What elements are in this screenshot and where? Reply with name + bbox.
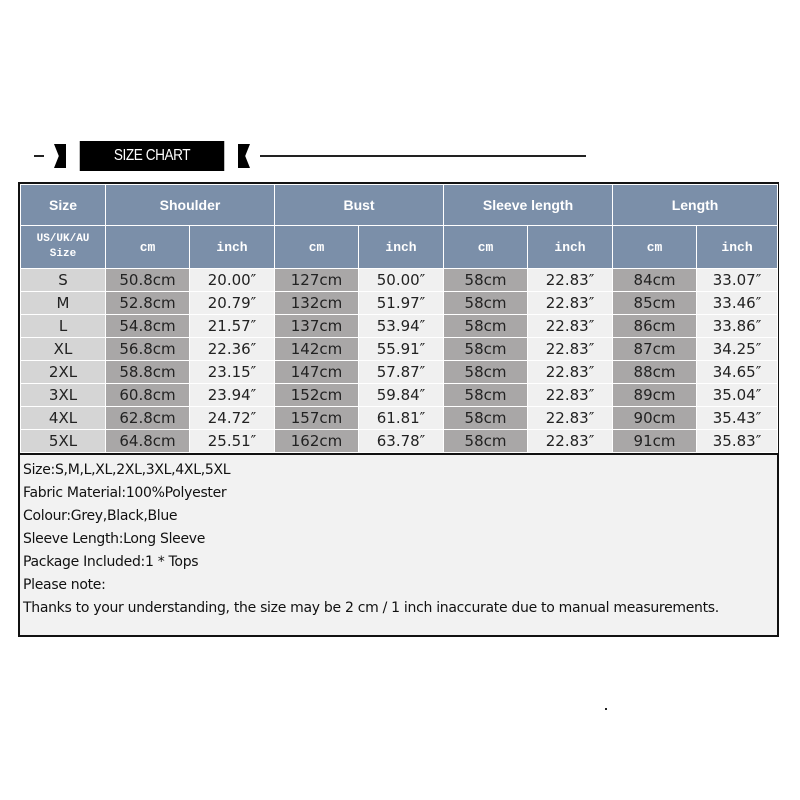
cell-bust-cm: 157cm	[275, 407, 359, 430]
note-disclaimer: Thanks to your understanding, the size may be 2 cm / 1 inch inaccurate due to manual measurements.	[23, 600, 719, 616]
cell-sleeve-cm: 58cm	[444, 361, 528, 384]
size-chart-banner	[0, 138, 800, 174]
cell-shoulder-inch: 22.36″	[190, 338, 275, 361]
group-header-row	[21, 185, 778, 226]
cell-length-cm: 90cm	[613, 407, 697, 430]
cell-length-inch: 35.43″	[697, 407, 778, 430]
note-colour: Colour:Grey,Black,Blue	[23, 508, 178, 524]
cell-shoulder-cm: 64.8cm	[106, 430, 190, 453]
cell-bust-cm: 137cm	[275, 315, 359, 338]
cell-size: 4XL	[21, 407, 106, 430]
cell-length-inch: 35.04″	[697, 384, 778, 407]
unit-bust-inch: inch	[359, 226, 444, 269]
ribbon-right-tail	[238, 144, 250, 168]
cell-length-inch: 33.07″	[697, 269, 778, 292]
table-row	[21, 407, 778, 430]
cell-sleeve-inch: 22.83″	[528, 269, 613, 292]
cell-length-cm: 87cm	[613, 338, 697, 361]
banner-title: SIZE CHART	[80, 141, 225, 171]
unit-shoulder-cm: cm	[106, 226, 190, 269]
cell-sleeve-cm: 58cm	[444, 315, 528, 338]
banner-rule	[260, 155, 586, 157]
cell-length-inch: 34.65″	[697, 361, 778, 384]
cell-shoulder-inch: 20.00″	[190, 269, 275, 292]
cell-sleeve-cm: 58cm	[444, 338, 528, 361]
cell-size: S	[21, 269, 106, 292]
cell-bust-cm: 162cm	[275, 430, 359, 453]
cell-length-inch: 33.86″	[697, 315, 778, 338]
cell-size: 5XL	[21, 430, 106, 453]
cell-shoulder-cm: 52.8cm	[106, 292, 190, 315]
header-sleeve-length: Sleeve length	[444, 185, 613, 226]
unit-header-row	[21, 226, 778, 269]
cell-bust-inch: 53.94″	[359, 315, 444, 338]
cell-length-cm: 91cm	[613, 430, 697, 453]
cell-length-cm: 88cm	[613, 361, 697, 384]
stray-dot	[605, 708, 607, 710]
header-shoulder: Shoulder	[106, 185, 275, 226]
cell-sleeve-inch: 22.83″	[528, 361, 613, 384]
cell-bust-inch: 57.87″	[359, 361, 444, 384]
ribbon-left-tail	[54, 144, 66, 168]
cell-shoulder-cm: 50.8cm	[106, 269, 190, 292]
size-chart-sheet	[18, 182, 779, 637]
cell-bust-cm: 142cm	[275, 338, 359, 361]
table-row	[21, 292, 778, 315]
unit-shoulder-inch: inch	[190, 226, 275, 269]
cell-bust-inch: 51.97″	[359, 292, 444, 315]
cell-sleeve-inch: 22.83″	[528, 315, 613, 338]
cell-sleeve-cm: 58cm	[444, 407, 528, 430]
banner-left-dash	[34, 155, 44, 157]
cell-bust-inch: 61.81″	[359, 407, 444, 430]
table-row	[21, 338, 778, 361]
cell-length-cm: 86cm	[613, 315, 697, 338]
cell-bust-inch: 55.91″	[359, 338, 444, 361]
cell-sleeve-cm: 58cm	[444, 430, 528, 453]
note-fabric: Fabric Material:100%Polyester	[23, 485, 227, 501]
cell-shoulder-inch: 23.94″	[190, 384, 275, 407]
cell-shoulder-cm: 54.8cm	[106, 315, 190, 338]
cell-length-inch: 35.83″	[697, 430, 778, 453]
note-sleeve-length: Sleeve Length:Long Sleeve	[23, 531, 206, 547]
size-label: Size	[49, 248, 77, 260]
header-size-region	[21, 226, 106, 269]
cell-sleeve-inch: 22.83″	[528, 384, 613, 407]
cell-shoulder-inch: 21.57″	[190, 315, 275, 338]
cell-sleeve-cm: 58cm	[444, 292, 528, 315]
cell-size: 3XL	[21, 384, 106, 407]
product-notes	[20, 455, 777, 624]
cell-shoulder-inch: 24.72″	[190, 407, 275, 430]
table-row	[21, 361, 778, 384]
unit-sleeve-inch: inch	[528, 226, 613, 269]
cell-length-cm: 89cm	[613, 384, 697, 407]
table-row	[21, 269, 778, 292]
header-bust: Bust	[275, 185, 444, 226]
cell-sleeve-cm: 58cm	[444, 384, 528, 407]
cell-shoulder-inch: 25.51″	[190, 430, 275, 453]
header-length: Length	[613, 185, 778, 226]
banner-ribbon	[54, 141, 250, 171]
cell-bust-cm: 147cm	[275, 361, 359, 384]
unit-bust-cm: cm	[275, 226, 359, 269]
table-row	[21, 384, 778, 407]
unit-sleeve-cm: cm	[444, 226, 528, 269]
table-row	[21, 315, 778, 338]
cell-size: XL	[21, 338, 106, 361]
cell-size: 2XL	[21, 361, 106, 384]
cell-sleeve-inch: 22.83″	[528, 292, 613, 315]
cell-sleeve-cm: 58cm	[444, 269, 528, 292]
cell-length-cm: 84cm	[613, 269, 697, 292]
cell-bust-cm: 152cm	[275, 384, 359, 407]
cell-sleeve-inch: 22.83″	[528, 338, 613, 361]
cell-bust-inch: 59.84″	[359, 384, 444, 407]
cell-bust-cm: 127cm	[275, 269, 359, 292]
size-region-label: US/UK/AU	[36, 233, 90, 245]
cell-size: M	[21, 292, 106, 315]
cell-length-cm: 85cm	[613, 292, 697, 315]
unit-length-inch: inch	[697, 226, 778, 269]
cell-sleeve-inch: 22.83″	[528, 407, 613, 430]
cell-shoulder-cm: 58.8cm	[106, 361, 190, 384]
cell-shoulder-cm: 60.8cm	[106, 384, 190, 407]
cell-shoulder-cm: 56.8cm	[106, 338, 190, 361]
header-size: Size	[21, 185, 106, 226]
cell-length-inch: 33.46″	[697, 292, 778, 315]
cell-bust-inch: 50.00″	[359, 269, 444, 292]
cell-length-inch: 34.25″	[697, 338, 778, 361]
cell-shoulder-inch: 23.15″	[190, 361, 275, 384]
note-sizes: Size:S,M,L,XL,2XL,3XL,4XL,5XL	[23, 462, 231, 478]
cell-shoulder-inch: 20.79″	[190, 292, 275, 315]
cell-size: L	[21, 315, 106, 338]
cell-sleeve-inch: 22.83″	[528, 430, 613, 453]
note-please-note: Please note:	[23, 577, 106, 593]
unit-length-cm: cm	[613, 226, 697, 269]
note-package: Package Included:1 * Tops	[23, 554, 199, 570]
cell-bust-inch: 63.78″	[359, 430, 444, 453]
cell-bust-cm: 132cm	[275, 292, 359, 315]
size-table	[20, 184, 778, 453]
cell-shoulder-cm: 62.8cm	[106, 407, 190, 430]
table-row	[21, 430, 778, 453]
